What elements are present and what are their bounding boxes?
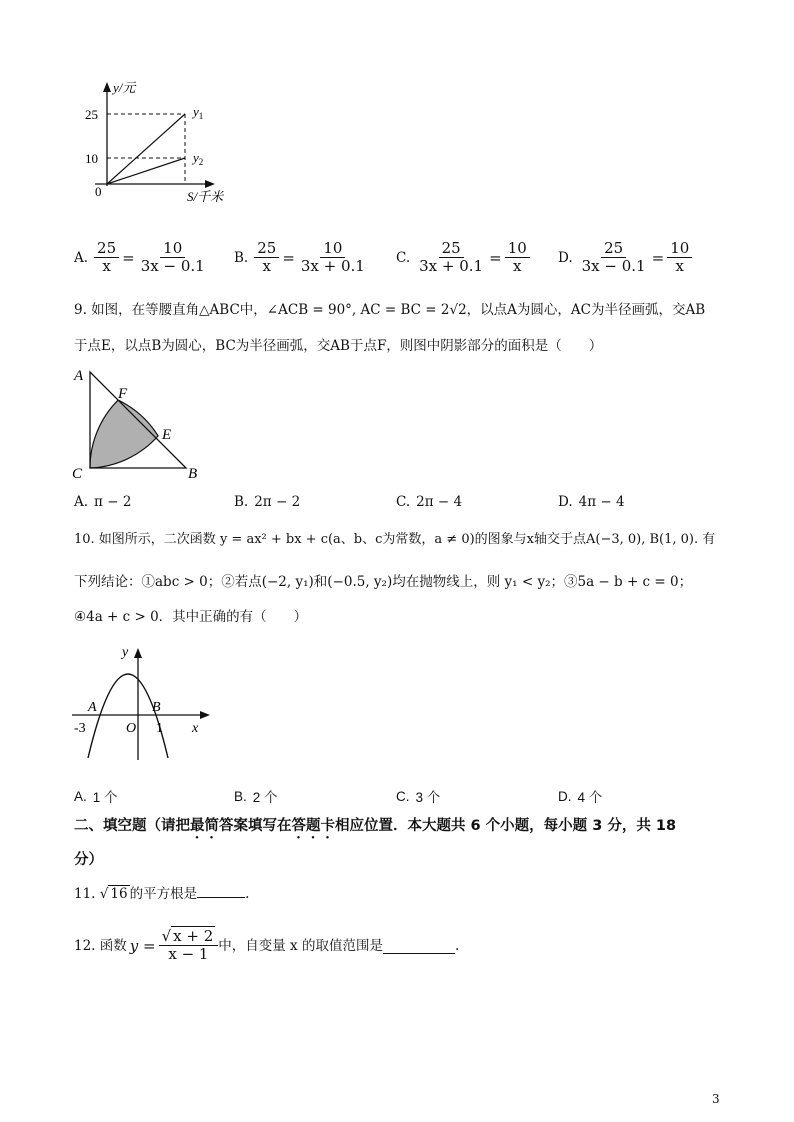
x-axis-arrow (205, 180, 215, 188)
q11-number: 11. (74, 886, 96, 902)
equals-sign: = (282, 248, 295, 267)
fraction-left (254, 240, 279, 275)
fraction-right (138, 240, 208, 275)
denominator: x − 1 (168, 945, 209, 963)
option-text: 3 个 (415, 790, 441, 805)
option-label: D. (558, 788, 572, 804)
option-label: C. (396, 249, 411, 266)
line-y2-label: $y_2$ (193, 150, 204, 167)
option-label: B. (234, 788, 247, 804)
section-heading-emphasis-1: 最简 (190, 818, 219, 834)
option-text: 4π − 4 (578, 494, 625, 510)
q8-option-b[interactable] (234, 240, 368, 275)
line-y1 (107, 114, 185, 184)
point-f: F (118, 386, 128, 402)
q11 (74, 884, 249, 904)
x-axis-label: S/千米 (187, 189, 224, 204)
tick-10: 10 (85, 151, 98, 166)
option-label: D. (558, 249, 573, 266)
section-heading-mid: 答案填写在 (219, 818, 292, 834)
answer-blank[interactable] (383, 937, 455, 954)
x-axis-arrow (200, 711, 210, 719)
option-text: 4 个 (577, 790, 603, 805)
option-text: 2 个 (252, 790, 278, 805)
point-b-label: B (152, 700, 161, 715)
q9-option-c[interactable] (396, 494, 462, 510)
y-axis-label: y/元 (113, 80, 136, 95)
q10-stem-line2: 下列结论：①abc > 0；②若点(−2, y₁)和(−0.5, y₂)均在抛物线上，则 y₁ < y₂；③5a − b + c = 0； (74, 574, 693, 590)
page-number: 3 (712, 1092, 720, 1106)
y-axis-label: y (122, 645, 129, 660)
option-text: π − 2 (94, 494, 132, 510)
tick-neg3: -3 (74, 721, 86, 736)
vertex-a: A (74, 368, 84, 384)
q12 (74, 928, 459, 963)
numerator: √ x + 2 (159, 928, 219, 946)
q12-post: 中，自变量 x 的取值范围是 (218, 937, 383, 954)
q8-figure (75, 78, 245, 208)
fraction-right (298, 240, 368, 275)
option-label: C. (396, 788, 410, 804)
fraction-left (94, 240, 119, 275)
q12-fraction (159, 928, 219, 963)
point-e: E (162, 427, 172, 443)
section-2-heading-line2: 分） (74, 852, 103, 868)
denominator: x (513, 257, 522, 275)
denominator: 3x + 0.1 (300, 257, 365, 275)
q12-y: y = (129, 936, 156, 955)
option-text: 1 个 (92, 790, 118, 805)
denominator: 3x + 0.1 (419, 257, 484, 275)
option-label: A. (74, 249, 89, 266)
denominator: x (675, 257, 684, 275)
section-2-heading (74, 814, 676, 842)
tick-1: 1 (156, 721, 163, 736)
vertex-b: B (188, 466, 198, 482)
fraction-right (505, 240, 530, 275)
q9-stem-line1: 9. 如图，在等腰直角△ABC中，∠ACB = 90°, AC = BC = 2√2，以点A为圆心，AC为半径画弧，交AB (74, 302, 706, 318)
option-label: D. (558, 494, 573, 510)
numerator: 25 (94, 240, 119, 258)
numerator: 25 (439, 240, 464, 258)
q11-text: 的平方根是 (129, 886, 198, 902)
q9-option-a[interactable] (74, 494, 131, 510)
q11-end: . (245, 886, 250, 902)
numerator: 25 (601, 240, 626, 258)
section-heading-pre: 二、填空题（请把 (74, 818, 190, 834)
option-label: A. (74, 788, 87, 804)
parabola (88, 674, 168, 758)
option-label: A. (74, 494, 89, 510)
fraction-left (416, 240, 486, 275)
option-text: 2π − 2 (254, 494, 301, 510)
q9-stem-line2: 于点E，以点B为圆心，BC为半径画弧，交AB于点F，则图中阴影部分的面积是（ ） (74, 338, 603, 354)
denominator: 3x − 0.1 (581, 257, 646, 275)
q8-option-c[interactable] (396, 240, 530, 275)
line-y2 (107, 158, 185, 184)
numerator: 10 (320, 240, 345, 258)
option-text: 2π − 4 (416, 494, 463, 510)
numerator: 10 (505, 240, 530, 258)
line-y1-label: $y_1$ (193, 104, 204, 121)
origin-label: O (126, 721, 137, 736)
fraction-left (579, 240, 649, 275)
equals-sign: = (122, 248, 135, 267)
section-heading-post: 相应位置．本大题共 6 个小题，每小题 3 分，共 18 (335, 818, 677, 834)
numerator: 25 (254, 240, 279, 258)
q9-option-d[interactable] (558, 494, 625, 510)
q12-pre: 12. 函数 (74, 937, 127, 954)
q10-stem-line1: 10. 如图所示，二次函数 y = ax² + bx + c(a、b、c为常数，a ≠ 0)的图象与x轴交于点A(−3, 0), B(1, 0). 有 (74, 532, 716, 547)
q10-option-c[interactable] (396, 786, 440, 806)
q10-option-b[interactable] (234, 786, 278, 806)
equals-sign: = (651, 248, 665, 267)
answer-blank[interactable] (197, 897, 245, 898)
shaded-region (90, 400, 158, 468)
radicand: 16 (110, 886, 128, 902)
x-axis-label: x (192, 721, 199, 736)
denominator: x (262, 257, 271, 275)
q8-option-a[interactable] (74, 240, 208, 275)
vertex-c: C (72, 466, 83, 482)
option-label: B. (234, 249, 249, 266)
q12-end: . (454, 937, 460, 954)
origin-label: 0 (95, 184, 102, 199)
equals-sign: = (489, 248, 502, 267)
q8-option-d[interactable] (558, 240, 692, 275)
numerator: 10 (667, 240, 692, 258)
q9-figure (70, 362, 210, 484)
q10-option-a[interactable] (74, 786, 118, 806)
tick-25: 25 (85, 107, 98, 122)
q10-option-d[interactable] (558, 786, 602, 806)
y-axis-arrow (103, 82, 111, 92)
q10-figure (70, 640, 220, 762)
q10-stem-line3: ④4a + c > 0．其中正确的有（ ） (74, 609, 308, 625)
sqrt-expression: √ 16 (99, 886, 128, 902)
fraction-right (667, 240, 692, 275)
radicand: x + 2 (173, 927, 214, 945)
denominator: x (102, 257, 111, 275)
denominator: 3x − 0.1 (140, 257, 205, 275)
y-axis-arrow (134, 648, 142, 658)
section-heading-emphasis-2: 答题卡 (291, 818, 335, 834)
option-label: B. (234, 494, 249, 510)
numerator: 10 (160, 240, 185, 258)
q9-option-b[interactable] (234, 494, 300, 510)
point-a-label: A (88, 700, 97, 715)
option-label: C. (396, 494, 411, 510)
